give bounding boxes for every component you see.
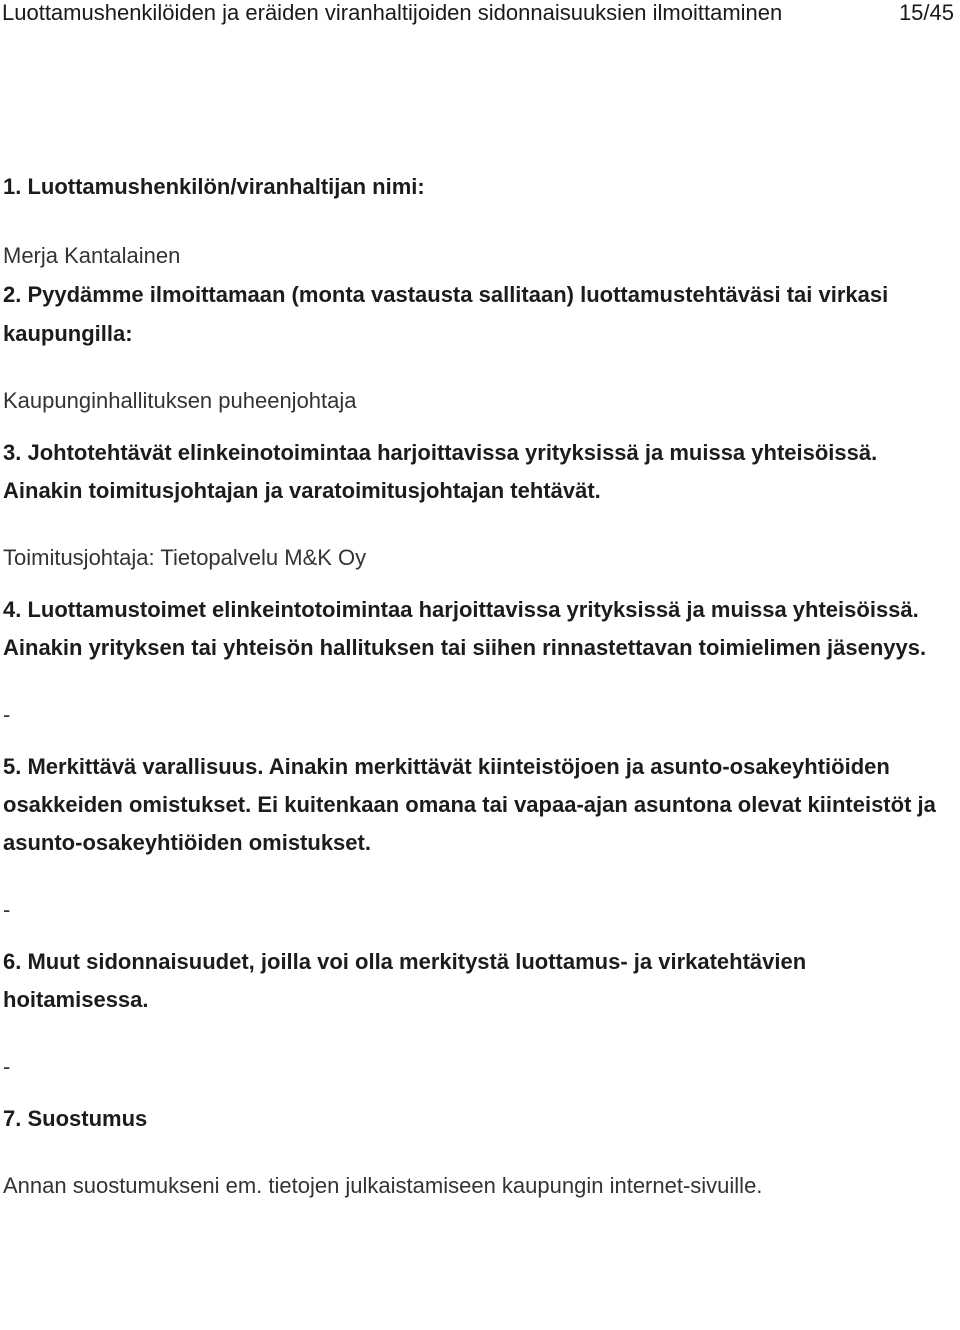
question-7: 7. Suostumus (3, 1106, 148, 1131)
section-consent (3, 1100, 948, 1205)
page-header (0, 0, 960, 26)
question-2: 2. Pyydämme ilmoittamaan (monta vastausta sallitaan) luottamustehtäväsi tai virkasi kaupungilla: (3, 282, 889, 346)
answer-7: Annan suostumukseni em. tietojen julkaistamiseen kaupungin internet-sivuille. (3, 1173, 763, 1198)
answer-5: - (3, 897, 11, 922)
section-other-ties (3, 943, 948, 1086)
answer-4: - (3, 702, 11, 727)
answer-3: Toimitusjohtaja: Tietopalvelu M&K Oy (3, 545, 367, 570)
question-5: 5. Merkittävä varallisuus. Ainakin merkittävät kiinteistöjoen ja asunto-osakeyhtiöiden osakkeiden omistukset. Ei kuitenkaan omana tai vapaa-ajan asuntona olevat kiinteistöt ja asunto-osakeyhtiöiden omistukset. (3, 754, 936, 855)
section-assets (3, 748, 948, 929)
section-name (3, 168, 948, 275)
question-6: 6. Muut sidonnaisuudet, joilla voi olla merkitystä luottamus- ja virkatehtävien hoitamisessa. (3, 949, 807, 1012)
question-4: 4. Luottamustoimet elinkeintotoimintaa harjoittavissa yrityksissä ja muissa yhteisöissä. Ainakin yrityksen tai yhteisön hallituksen tai siihen rinnastettavan toimielimen jäsenyys. (3, 597, 927, 660)
answer-6: - (3, 1054, 11, 1079)
section-role (3, 275, 948, 420)
question-3: 3. Johtotehtävät elinkeinotoimintaa harjoittavissa yrityksissä ja muissa yhteisöissä. Ainakin toimitusjohtajan ja varatoimitusjohtajan tehtävät. (3, 440, 878, 503)
section-executive-positions (3, 434, 948, 577)
page-number: 15/45 (898, 0, 954, 25)
question-1: 1. Luottamushenkilön/viranhaltijan nimi: (3, 174, 425, 199)
question-2-wrapper (3, 275, 948, 353)
answer-1: Merja Kantalainen (3, 243, 181, 268)
section-trust-positions (3, 591, 948, 734)
form-content (3, 168, 948, 1205)
document-title: Luottamushenkilöiden ja eräiden viranhaltijoiden sidonnaisuuksien ilmoittaminen (2, 0, 783, 25)
answer-2: Kaupunginhallituksen puheenjohtaja (3, 388, 357, 413)
